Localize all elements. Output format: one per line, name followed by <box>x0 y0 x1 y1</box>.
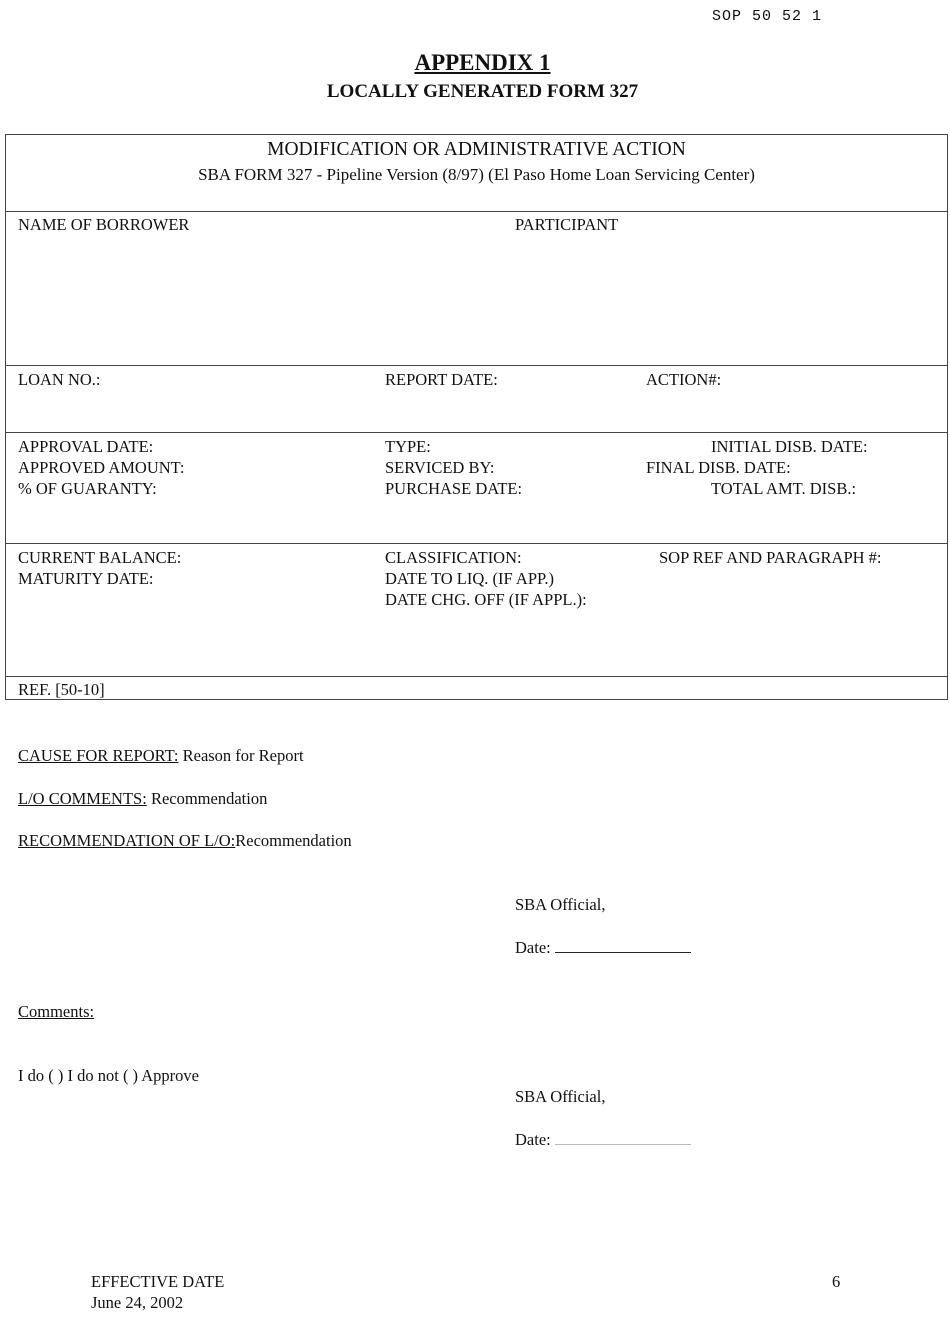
total-amt-label: TOTAL AMT. DISB.: <box>711 479 857 498</box>
ref-label: REF. [50-10] <box>18 680 105 699</box>
date-blank-2 <box>555 1130 691 1145</box>
date-signature-1 <box>515 938 691 958</box>
date-chg-off-label: DATE CHG. OFF (IF APPL.): <box>385 590 587 609</box>
appendix-title: APPENDIX 1 <box>414 50 551 75</box>
recommendation <box>18 831 352 851</box>
approval-date-label: APPROVAL DATE: <box>18 437 154 456</box>
sba-official-2: SBA Official, <box>515 1087 606 1106</box>
form-subtitle: SBA FORM 327 - Pipeline Version (8/97) (El Paso Home Loan Servicing Center) <box>198 165 755 184</box>
cause-for-report <box>18 746 304 766</box>
classification-label: CLASSIFICATION: <box>385 548 522 567</box>
divider <box>6 676 947 677</box>
divider <box>6 543 947 544</box>
appendix-subtitle: LOCALLY GENERATED FORM 327 <box>326 81 639 102</box>
loan-no-label: LOAN NO.: <box>18 370 101 389</box>
date-signature-2 <box>515 1130 691 1150</box>
initial-disb-label: INITIAL DISB. DATE: <box>711 437 868 456</box>
final-disb-label: FINAL DISB. DATE: <box>646 458 791 477</box>
divider <box>6 432 947 433</box>
form-327 <box>5 134 948 700</box>
sop-ref-label: SOP REF AND PARAGRAPH #: <box>659 548 882 567</box>
cause-value: Reason for Report <box>182 746 304 765</box>
divider <box>6 365 947 366</box>
participant-label: PARTICIPANT <box>515 215 619 234</box>
borrower-label: NAME OF BORROWER <box>18 215 190 234</box>
divider <box>6 211 947 212</box>
guaranty-pct-label: % OF GUARANTY: <box>18 479 157 498</box>
lo-comments-label: L/O COMMENTS: <box>18 789 147 808</box>
report-date-label: REPORT DATE: <box>385 370 498 389</box>
lo-comments-value: Recommendation <box>150 789 268 808</box>
date-label-1: Date: <box>515 938 551 957</box>
purchase-date-label: PURCHASE DATE: <box>385 479 523 498</box>
sop-number: SOP 50 52 1 <box>712 8 823 25</box>
cause-label: CAUSE FOR REPORT: <box>18 746 179 765</box>
recommendation-label: RECOMMENDATION OF L/O: <box>18 831 236 850</box>
comments-label: Comments: <box>18 1002 95 1021</box>
page-number: 6 <box>832 1272 841 1291</box>
serviced-by-label: SERVICED BY: <box>385 458 495 477</box>
approval-line: I do ( ) I do not ( ) Approve <box>18 1066 200 1085</box>
current-balance-label: CURRENT BALANCE: <box>18 548 182 567</box>
effective-date-label: EFFECTIVE DATE <box>91 1272 225 1291</box>
date-label-2: Date: <box>515 1130 551 1149</box>
date-to-liq-label: DATE TO LIQ. (IF APP.) <box>385 569 554 588</box>
recommendation-value: Recommendation <box>235 831 352 850</box>
date-blank-1 <box>555 938 691 953</box>
effective-date: June 24, 2002 <box>91 1293 184 1312</box>
approved-amount-label: APPROVED AMOUNT: <box>18 458 185 477</box>
sba-official-1: SBA Official, <box>515 895 606 914</box>
maturity-date-label: MATURITY DATE: <box>18 569 154 588</box>
action-label: ACTION#: <box>646 370 722 389</box>
form-title: MODIFICATION OR ADMINISTRATIVE ACTION <box>267 139 686 160</box>
lo-comments <box>18 789 267 809</box>
type-label: TYPE: <box>385 437 431 456</box>
